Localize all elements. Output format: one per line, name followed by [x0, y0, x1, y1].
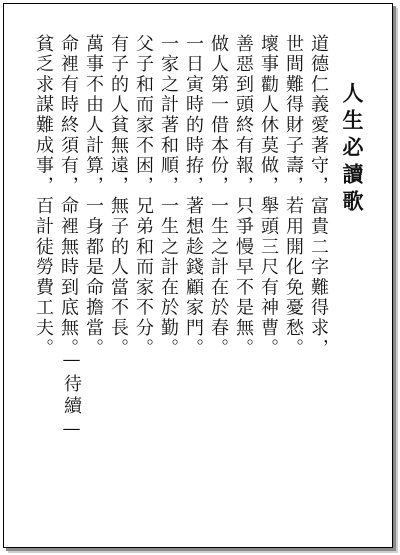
poem-line: 一日寅時的時拵，著想趁錢顧家門。: [183, 34, 204, 359]
poem-line: 萬事不由人計算，一身都是命擔當。: [83, 34, 104, 359]
poem-line: 做人第一借本份，一生之計在於春。: [208, 34, 229, 359]
poem-line: 父子和而家不困，兄弟和而家不分。: [133, 34, 154, 359]
poem-line: 善惡到頭終有報，只爭慢早不是無。: [233, 34, 254, 359]
poem-line: 壞事勸人休莫做，舉頭三尺有神曹。: [258, 34, 279, 359]
poem-line: 一家之計著和順，一生之計在於勤。: [158, 34, 179, 359]
poem-title: 人生必讀歌: [340, 82, 365, 217]
poem-line: 道德仁義愛著守，富貴二字難得求，: [308, 34, 329, 359]
poem-line: 命裡有時終須有，命裡無時到底無。: [58, 34, 79, 359]
poem-line: 貧乏求謀難成事，百計徒勞費工夫。: [33, 34, 54, 359]
poem-line: 有子的人貧無遠，無子的人當不長。: [108, 34, 129, 359]
poem-page: [3, 3, 393, 548]
poem-line: 世間難得財子壽，若用開化免憂愁。: [283, 34, 304, 359]
to-be-continued-note: —待續—: [61, 349, 82, 443]
